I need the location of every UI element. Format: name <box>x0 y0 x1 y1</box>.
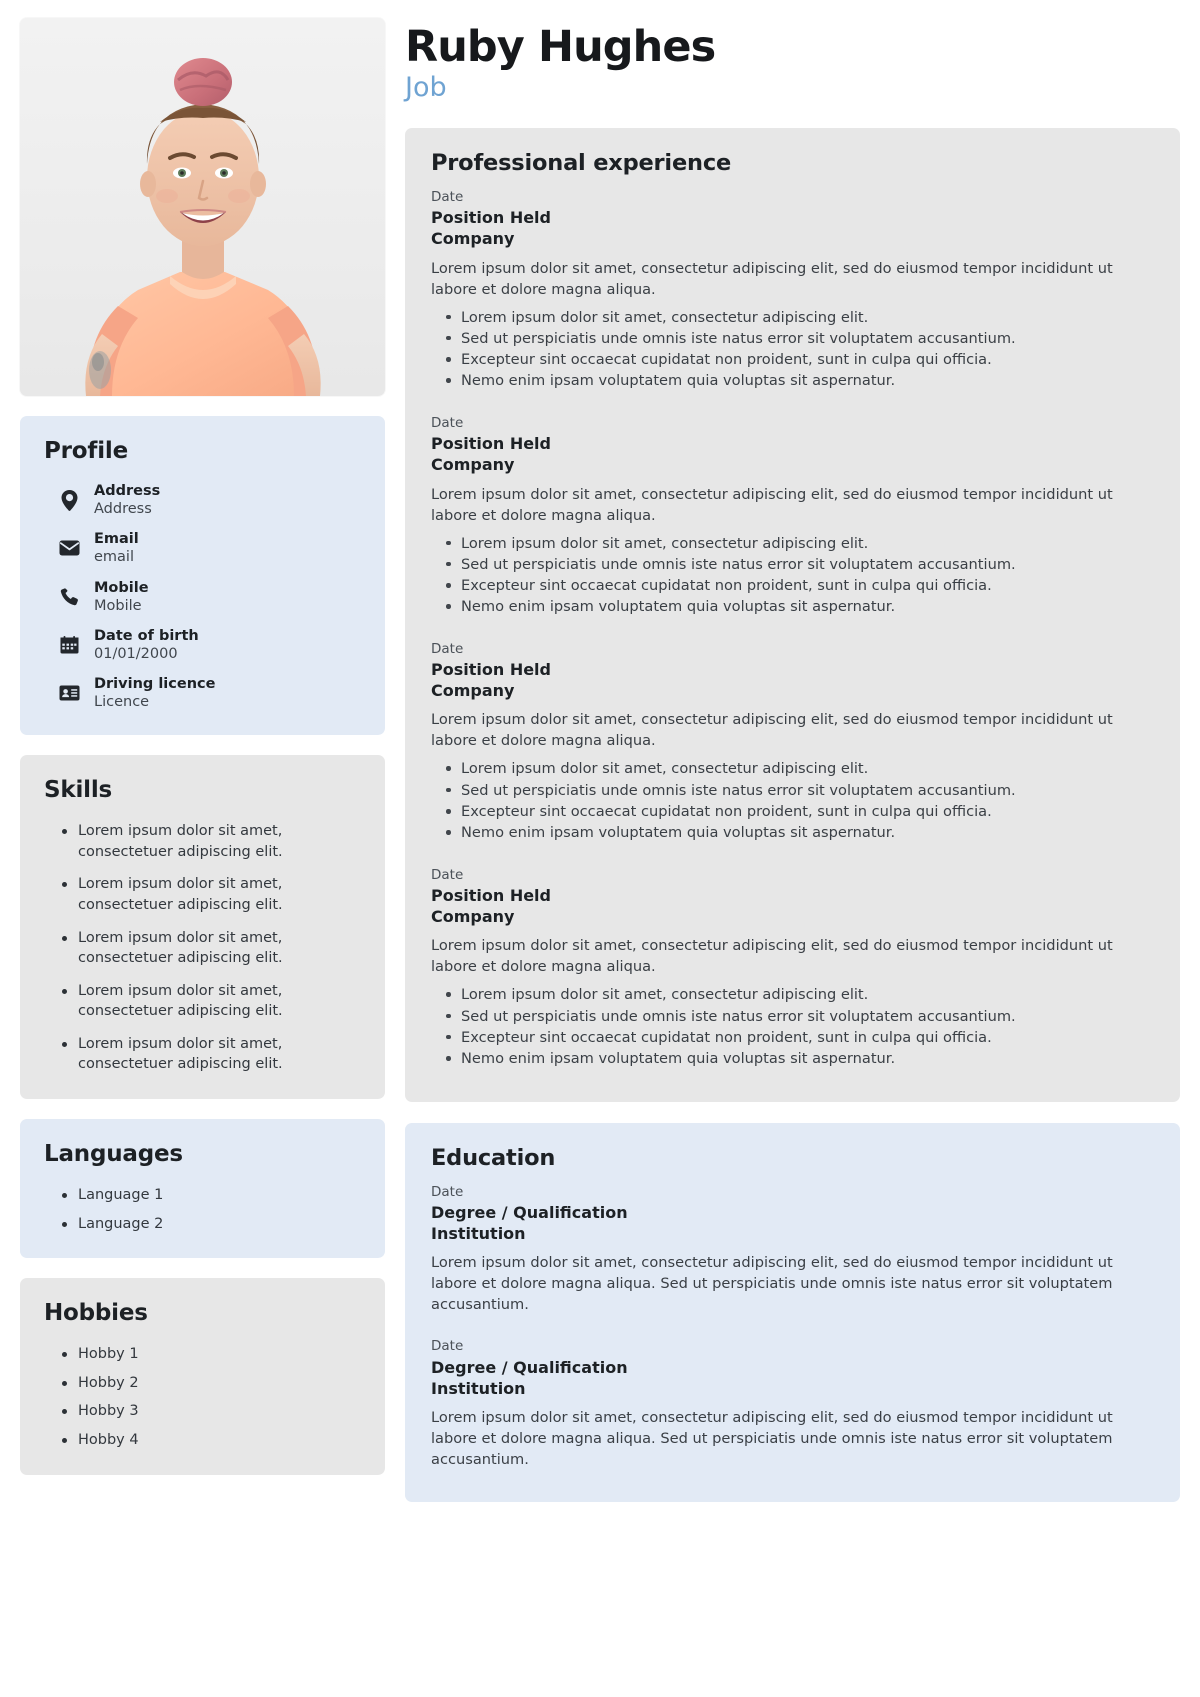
list-item: Nemo enim ipsam voluptatem quia voluptas sit aspernatur. <box>461 370 1154 391</box>
entry-date: Date <box>431 1183 464 1200</box>
portrait-illustration <box>20 18 385 396</box>
list-item: Sed ut perspiciatis unde omnis iste natus error sit voluptatem accusantium. <box>461 554 1154 575</box>
entry-degree: Degree / Qualification <box>431 1202 628 1222</box>
list-item: Lorem ipsum dolor sit amet, consectetur adipiscing elit. <box>461 533 1154 554</box>
education-title: Education <box>431 1144 556 1171</box>
experience-entry <box>431 414 1154 618</box>
hobbies-title: Hobbies <box>44 1300 148 1327</box>
main-content <box>405 0 1200 1697</box>
education-section <box>405 1123 1180 1503</box>
entry-bullet-list <box>431 758 1154 843</box>
profile-title: Profile <box>44 438 128 464</box>
list-item: Hobby 2 <box>78 1373 361 1394</box>
entry-company: Company <box>431 455 515 475</box>
entry-description: Lorem ipsum dolor sit amet, consectetur adipiscing elit, sed do eiusmod tempor incididunt ut labore et dolore magna aliqua. <box>431 937 1113 976</box>
hobbies-list <box>44 1344 361 1450</box>
contact-row-email[interactable] <box>58 530 361 566</box>
list-item: Hobby 3 <box>78 1401 361 1422</box>
entry-position: Position Held <box>431 659 551 679</box>
entry-description: Lorem ipsum dolor sit amet, consectetur adipiscing elit, sed do eiusmod tempor incididunt ut labore et dolore magna aliqua. <box>431 711 1113 750</box>
list-item: Lorem ipsum dolor sit amet, consectetur adipiscing elit. <box>461 984 1154 1005</box>
entry-bullet-list <box>431 533 1154 618</box>
entry-bullet-list <box>431 307 1154 392</box>
entry-description: Lorem ipsum dolor sit amet, consectetur adipiscing elit, sed do eiusmod tempor incididunt ut labore et dolore magna aliqua. Sed ut perspiciatis unde omnis iste natus error sit voluptatem accusantium. <box>431 1409 1113 1469</box>
profile-panel <box>20 416 385 735</box>
experience-title: Professional experience <box>431 149 732 176</box>
contact-label-driving-licence: Driving licence <box>94 676 216 692</box>
phone-icon <box>58 587 80 606</box>
list-item: Sed ut perspiciatis unde omnis iste natus error sit voluptatem accusantium. <box>461 1006 1154 1027</box>
list-item: Nemo enim ipsam voluptatem quia voluptas sit aspernatur. <box>461 1048 1154 1069</box>
envelope-icon <box>58 540 80 556</box>
languages-title: Languages <box>44 1141 183 1168</box>
contact-row-driving-licence[interactable] <box>58 675 361 711</box>
education-entry <box>431 1337 1154 1470</box>
contact-row-address[interactable] <box>58 482 361 518</box>
contact-label-email: Email <box>94 531 139 548</box>
contact-value-driving-licence: Licence <box>94 694 150 711</box>
contact-row-date-of-birth[interactable] <box>58 627 361 663</box>
list-item: Lorem ipsum dolor sit amet, consectetuer adipiscing elit. <box>78 874 361 915</box>
experience-entry <box>431 640 1154 844</box>
entry-date: Date <box>431 866 464 883</box>
contact-label-address: Address <box>94 483 161 499</box>
list-item: Hobby 4 <box>78 1430 361 1451</box>
list-item: Sed ut perspiciatis unde omnis iste natus error sit voluptatem accusantium. <box>461 328 1154 349</box>
contact-value-date-of-birth: 01/01/2000 <box>94 645 178 662</box>
page-title: Ruby Hughes <box>405 22 716 72</box>
entry-date: Date <box>431 640 464 657</box>
education-entry <box>431 1183 1154 1316</box>
id-card-icon <box>58 685 80 701</box>
entry-company: Company <box>431 907 515 927</box>
entry-position: Position Held <box>431 885 551 905</box>
entry-position: Position Held <box>431 208 551 228</box>
entry-institution: Institution <box>431 1378 526 1398</box>
list-item: Nemo enim ipsam voluptatem quia voluptas sit aspernatur. <box>461 822 1154 843</box>
list-item: Lorem ipsum dolor sit amet, consectetuer adipiscing elit. <box>78 1034 361 1075</box>
location-pin-icon <box>58 490 80 511</box>
list-item: Language 2 <box>78 1214 361 1235</box>
entry-date: Date <box>431 414 464 431</box>
list-item: Excepteur sint occaecat cupidatat non proident, sunt in culpa qui officia. <box>461 1027 1154 1048</box>
profile-contact-list <box>44 482 361 711</box>
contact-value-email: email <box>94 549 134 566</box>
entry-bullet-list <box>431 984 1154 1069</box>
sidebar <box>0 0 405 1697</box>
list-item: Lorem ipsum dolor sit amet, consectetuer adipiscing elit. <box>78 981 361 1022</box>
list-item: Lorem ipsum dolor sit amet, consectetuer adipiscing elit. <box>78 928 361 969</box>
contact-row-mobile[interactable] <box>58 579 361 615</box>
profile-photo <box>20 18 385 396</box>
entry-description: Lorem ipsum dolor sit amet, consectetur adipiscing elit, sed do eiusmod tempor incididunt ut labore et dolore magna aliqua. <box>431 259 1113 298</box>
languages-list <box>44 1185 361 1234</box>
list-item: Excepteur sint occaecat cupidatat non proident, sunt in culpa qui officia. <box>461 349 1154 370</box>
calendar-icon <box>58 636 80 654</box>
entry-company: Company <box>431 229 515 249</box>
experience-section <box>405 128 1180 1102</box>
entry-date: Date <box>431 1338 464 1355</box>
list-item: Language 1 <box>78 1185 361 1206</box>
experience-entry <box>431 188 1154 392</box>
list-item: Excepteur sint occaecat cupidatat non proident, sunt in culpa qui officia. <box>461 801 1154 822</box>
languages-panel <box>20 1119 385 1258</box>
contact-label-date-of-birth: Date of birth <box>94 627 199 644</box>
entry-institution: Institution <box>431 1224 526 1244</box>
list-item: Hobby 1 <box>78 1344 361 1365</box>
contact-value-mobile: Mobile <box>94 597 142 614</box>
experience-entry <box>431 866 1154 1070</box>
entry-description: Lorem ipsum dolor sit amet, consectetur adipiscing elit, sed do eiusmod tempor incididunt ut labore et dolore magna aliqua. Sed ut perspiciatis unde omnis iste natus error sit voluptatem accusantium. <box>431 1254 1113 1314</box>
list-item: Nemo enim ipsam voluptatem quia voluptas sit aspernatur. <box>461 596 1154 617</box>
list-item: Lorem ipsum dolor sit amet, consectetur adipiscing elit. <box>461 758 1154 779</box>
list-item: Lorem ipsum dolor sit amet, consectetur adipiscing elit. <box>461 307 1154 328</box>
entry-degree: Degree / Qualification <box>431 1357 628 1377</box>
entry-company: Company <box>431 681 515 701</box>
cv-header <box>405 18 1180 105</box>
entry-description: Lorem ipsum dolor sit amet, consectetur adipiscing elit, sed do eiusmod tempor incididunt ut labore et dolore magna aliqua. <box>431 485 1113 524</box>
job-subtitle: Job <box>405 72 447 104</box>
list-item: Sed ut perspiciatis unde omnis iste natus error sit voluptatem accusantium. <box>461 780 1154 801</box>
contact-label-mobile: Mobile <box>94 579 149 596</box>
skills-title: Skills <box>44 777 113 804</box>
list-item: Lorem ipsum dolor sit amet, consectetuer adipiscing elit. <box>78 821 361 862</box>
hobbies-panel <box>20 1278 385 1474</box>
skills-list <box>44 821 361 1075</box>
entry-position: Position Held <box>431 433 551 453</box>
skills-panel <box>20 755 385 1099</box>
entry-date: Date <box>431 188 464 205</box>
list-item: Excepteur sint occaecat cupidatat non proident, sunt in culpa qui officia. <box>461 575 1154 596</box>
contact-value-address: Address <box>94 501 152 518</box>
